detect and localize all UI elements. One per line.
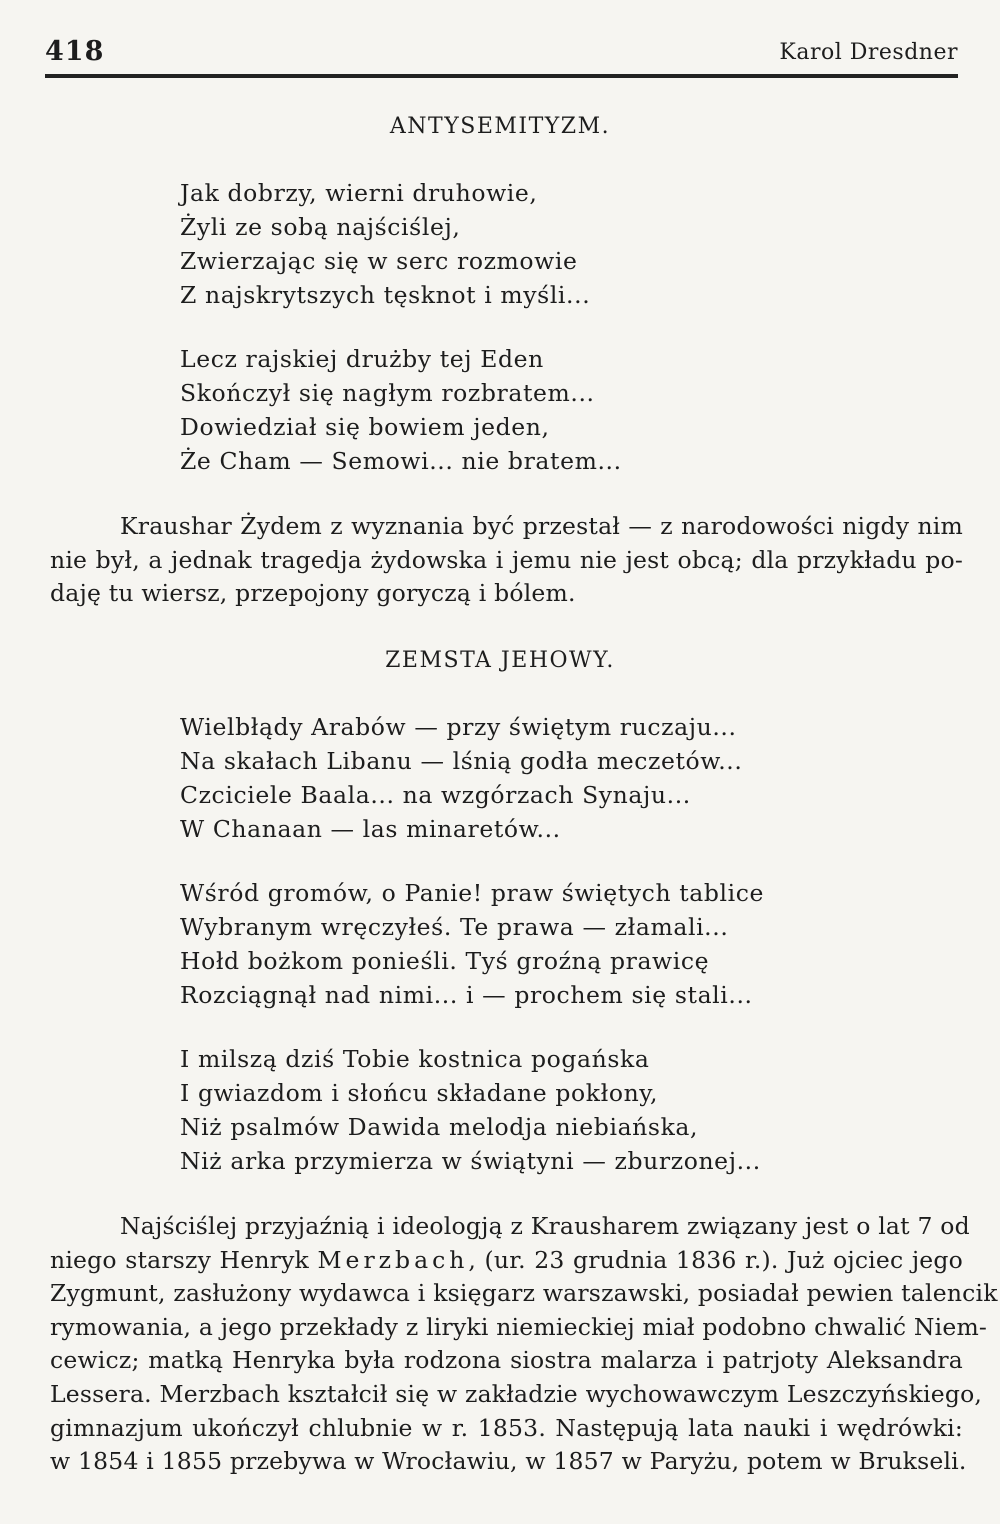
verse-line: Jak dobrzy, wierni druhowie, [180, 179, 538, 207]
poem2-stanza-2 [180, 876, 880, 1012]
poem1-stanza-1 [180, 176, 880, 312]
verse-line: Zwierzając się w serc rozmowie [180, 247, 578, 275]
poem2-stanza-1 [180, 710, 880, 846]
running-head: Karol Dresdner [779, 40, 958, 65]
paragraph-line: Najściślej przyjaźnią i ideologją z Krausharem związany jest o lat 7 od [120, 1212, 970, 1240]
paragraph-line: rymowania, a jego przekłady z liryki niemieckiej miał podobno chwalić Niem- [50, 1312, 988, 1341]
verse-line: Lecz rajskiej drużby tej Eden [180, 345, 544, 373]
verse-line: I gwiazdom i słońcu składane pokłony, [180, 1079, 659, 1107]
spaced-name: Merzbach [317, 1245, 469, 1274]
verse-line: Dowiedział się bowiem jeden, [180, 413, 550, 441]
verse-line: Hołd bożkom ponieśli. Tyś groźną prawicę [180, 947, 710, 975]
paragraph-line: gimnazjum ukończył chlubnie w r. 1853. Następują lata nauki i wędrówki: [50, 1413, 963, 1442]
verse-line: Że Cham — Semowi... nie bratem... [180, 447, 622, 475]
paragraph-line: w 1854 i 1855 przebywa w Wrocławiu, w 1857 w Paryżu, potem w Brukseli. [50, 1447, 967, 1476]
verse-line: Czciciele Baala... na wzgórzach Synaju... [180, 781, 691, 809]
verse-line: Wśród gromów, o Panie! praw świętych tablice [180, 879, 765, 907]
paragraph-line: Kraushar Żydem z wyznania być przestał — z narodowości nigdy nim [120, 512, 963, 540]
verse-line: Wybranym wręczyłeś. Te prawa — złamali... [180, 913, 729, 941]
line-text: niego starszy Henryk [50, 1245, 318, 1274]
verse-line: Niż arka przymierza w świątyni — zburzonej... [180, 1147, 761, 1175]
paragraph-line: nie był, a jednak tragedja żydowska i jemu nie jest obcą; dla przykładu po- [50, 545, 963, 574]
page-header [45, 36, 958, 70]
header-rule [45, 74, 958, 78]
paragraph-line [50, 1244, 963, 1278]
verse-line: Żyli ze sobą najściślej, [180, 213, 461, 241]
paragraph-line: cewicz; matką Henryka była rodzona siostra malarza i patrjoty Aleksandra [50, 1346, 963, 1375]
verse-line: Wielbłądy Arabów — przy świętym ruczaju... [180, 713, 737, 741]
verse-line: Rozciągnął nad nimi... i — prochem się stali... [180, 981, 753, 1009]
verse-line: I milszą dziś Tobie kostnica pogańska [180, 1045, 650, 1073]
paragraph-merzbach [50, 1210, 998, 1479]
poem-title-zemsta-jehowy: ZEMSTA JEHOWY. [385, 648, 615, 673]
poem2-stanza-3 [180, 1042, 880, 1178]
page-number: 418 [45, 36, 105, 67]
verse-line: Skończył się nagłym rozbratem... [180, 379, 595, 407]
verse-line: Z najskrytszych tęsknot i myśli... [180, 281, 591, 309]
verse-line: W Chanaan — las minaretów... [180, 815, 561, 843]
poem1-stanza-2 [180, 342, 880, 478]
poem-title-antysemityzm: ANTYSEMITYZM. [389, 114, 611, 139]
paragraph-kraushar [50, 510, 963, 611]
paragraph-line: daję tu wiersz, przepojony goryczą i bólem. [50, 579, 576, 608]
line-text: , (ur. 23 grudnia 1836 r.). Już ojciec jego [468, 1245, 963, 1274]
verse-line: Na skałach Libanu — lśnią godła meczetów... [180, 747, 743, 775]
paragraph-line: Zygmunt, zasłużony wydawca i księgarz warszawski, posiadał pewien talencik [50, 1279, 998, 1308]
paragraph-line: Lessera. Merzbach kształcił się w zakładzie wychowawczym Leszczyńskiego, [50, 1379, 983, 1408]
verse-line: Niż psalmów Dawida melodja niebiańska, [180, 1113, 699, 1141]
